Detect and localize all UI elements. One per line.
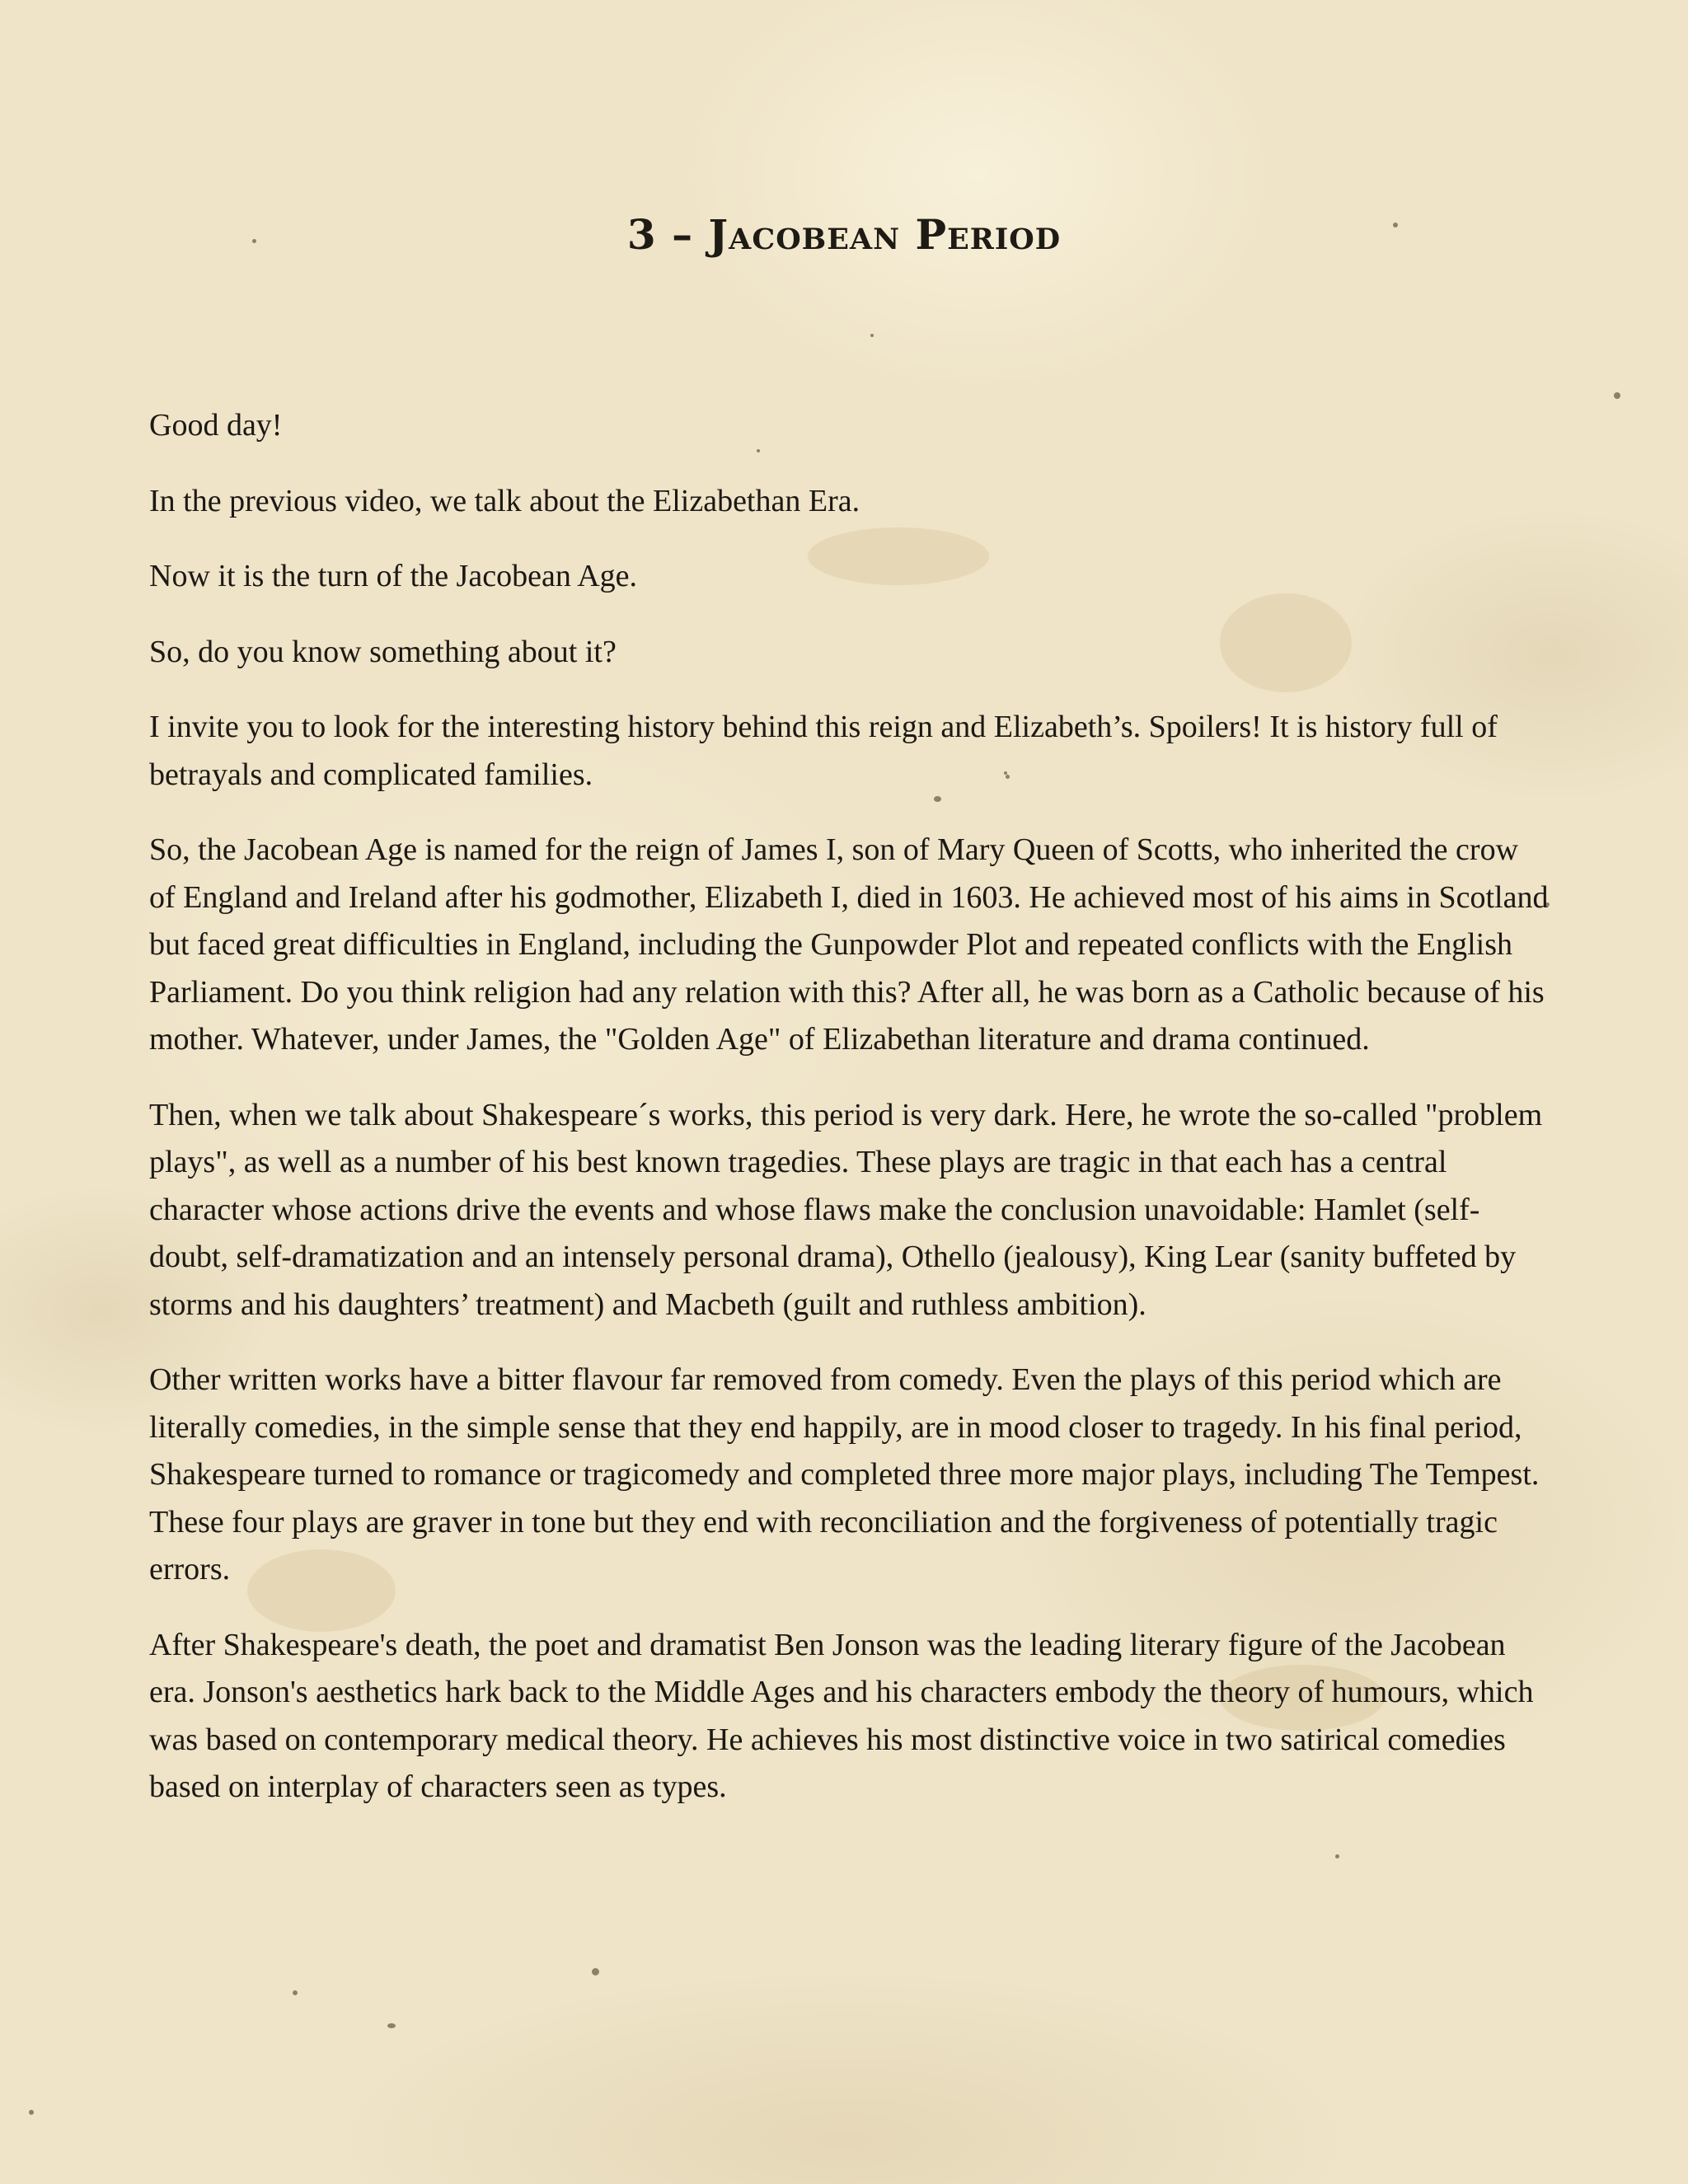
paragraph-jacobean-turn: Now it is the turn of the Jacobean Age. xyxy=(149,559,638,593)
paper-speck xyxy=(1614,392,1620,399)
document-body xyxy=(149,402,1550,1840)
paper-speck xyxy=(592,1968,599,1975)
paper-speck xyxy=(1335,1854,1339,1858)
document-title: 3 – Jacobean Period xyxy=(626,210,1062,259)
paragraph-later-works: Other written works have a bitter flavour far removed from comedy. Even the plays of this period which are literally comedies, in the simple sense that they end happily, are in mood closer to tragedy. In his final period, Shakespeare turned to romance or tragicomedy and completed three more major plays, including The Tempest. These four plays are graver in tone but they end with reconciliation and the forgiveness of potentially tragic errors. xyxy=(149,1362,1540,1586)
paper-speck xyxy=(387,2023,396,2028)
paragraph-invitation: I invite you to look for the interesting history behind this reign and Elizabeth’s. Spoilers! It is history full of betrayals and complicated families. xyxy=(149,710,1498,792)
paragraph-previous-video: In the previous video, we talk about the Elizabethan Era. xyxy=(149,483,860,518)
paragraph-question: So, do you know something about it? xyxy=(149,634,617,669)
paper-speck xyxy=(29,2110,34,2115)
paragraph-shakespeare-tragedies: Then, when we talk about Shakespeare´s works, this period is very dark. Here, he wrote the so-called "problem plays", as well as a number of his best known tragedies. These plays are tragic in that each has a central character whose actions drive the events and whose flaws make the conclusion unavoidable: Hamlet (self-doubt, self-dramatization and an intensely personal drama), Othello (jealousy), King Lear (sanity buffeted by storms and his daughters’ treatment) and Macbeth (guilt and ruthless ambition). xyxy=(149,1097,1543,1322)
paper-speck xyxy=(870,334,874,337)
paragraph-ben-jonson: After Shakespeare's death, the poet and dramatist Ben Jonson was the leading literary figure of the Jacobean era. Jonson's aesthetics hark back to the Middle Ages and his characters embody the theory of humours, which was based on contemporary medical theory. He achieves his most distinctive voice in two satirical comedies based on interplay of characters seen as types. xyxy=(149,1627,1534,1804)
paragraph-greeting: Good day! xyxy=(149,408,283,443)
paper-speck xyxy=(293,1990,298,1995)
paragraph-james-reign: So, the Jacobean Age is named for the reign of James I, son of Mary Queen of Scotts, who inherited the crow of England and Ireland after his godmother, Elizabeth I, died in 1603. He achieved most of his aims in Scotland but faced great difficulties in England, including the Gunpowder Plot and repeated conflicts with the English Parliament. Do you think religion had any relation with this? After all, he was born as a Catholic because of his mother. Whatever, under James, the "Golden Age" of Elizabethan literature and drama continued. xyxy=(149,832,1549,1057)
